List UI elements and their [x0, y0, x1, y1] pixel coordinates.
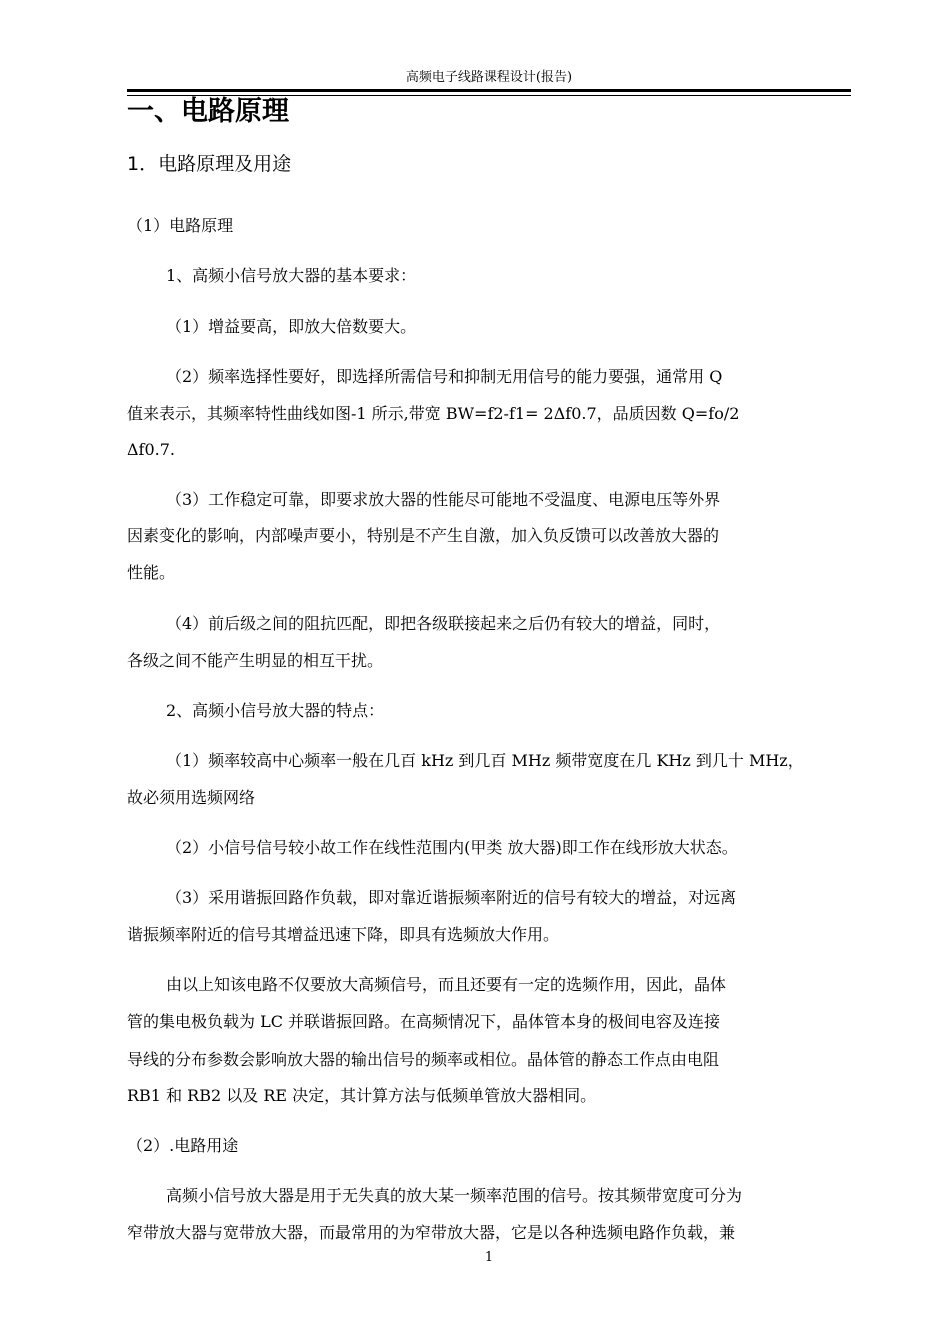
running-header: 高频电子线路课程设计(报告): [405, 70, 573, 85]
section-title: 一、电路原理: [127, 96, 289, 127]
text-line: 窄带放大器与宽带放大器，而最常用的为窄带放大器，它是以各种选频电路作负载，兼: [127, 1223, 736, 1242]
text-line: 值来表示，其频率特性曲线如图-1 所示,带宽 BW=f2-f1= 2Δf0.7，品质因数 Q=fo/2: [127, 404, 740, 423]
text-line: 管的集电极负载为 LC 并联谐振回路。在高频情况下，晶体管本身的极间电容及连接: [127, 1012, 721, 1031]
text-line: （3）采用谐振回路作负载，即对靠近谐振频率附近的信号有较大的增益，对远离: [166, 888, 737, 907]
text-line: 性能。: [127, 563, 176, 582]
text-line: 导线的分布参数会影响放大器的输出信号的频率或相位。晶体管的静态工作点由电阻: [127, 1050, 720, 1069]
text-line: 2、高频小信号放大器的特点：: [166, 701, 385, 720]
text-line: RB1 和 RB2 以及 RE 决定，其计算方法与低频单管放大器相同。: [127, 1086, 597, 1105]
text-line: （2）频率选择性要好，即选择所需信号和抑制无用信号的能力要强，通常用 Q: [166, 367, 723, 386]
text-line: Δf0.7.: [127, 440, 176, 459]
text-line: 1、高频小信号放大器的基本要求：: [166, 266, 417, 285]
text-line: 由以上知该电路不仅要放大高频信号，而且还要有一定的选频作用，因此，晶体: [166, 975, 727, 994]
text-line: 谐振频率附近的信号其增益迅速下降，即具有选频放大作用。: [127, 925, 560, 944]
text-line: （4）前后级之间的阻抗匹配，即把各级联接起来之后仍有较大的增益，同时，: [166, 614, 721, 633]
text-line: 因素变化的影响，内部噪声要小，特别是不产生自激，加入负反馈可以改善放大器的: [127, 526, 720, 545]
text-line: （2）小信号信号较小故工作在线性范围内(甲类 放大器)即工作在线形放大状态。: [166, 838, 738, 857]
text-line: 高频小信号放大器是用于无失真的放大某一频率范围的信号。按其频带宽度可分为: [166, 1186, 743, 1205]
text-line: （1）增益要高，即放大倍数要大。: [166, 317, 417, 336]
text-line: 各级之间不能产生明显的相互干扰。: [127, 651, 384, 670]
text-line: （1）电路原理: [127, 216, 234, 235]
text-line: （2）.电路用途: [127, 1136, 239, 1155]
text-line: （3）工作稳定可靠，即要求放大器的性能尽可能地不受温度、电源电压等外界: [166, 490, 721, 509]
page-number: 1: [484, 1250, 494, 1265]
text-line: （1）频率较高中心频率一般在几百 kHz 到几百 MHz 频带宽度在几 KHz 到几十 MHz，: [166, 751, 804, 770]
text-line: 故必须用选频网络: [127, 788, 256, 807]
subsection-title: 1．电路原理及用途: [127, 153, 292, 175]
header-rule-thick: [127, 89, 851, 92]
